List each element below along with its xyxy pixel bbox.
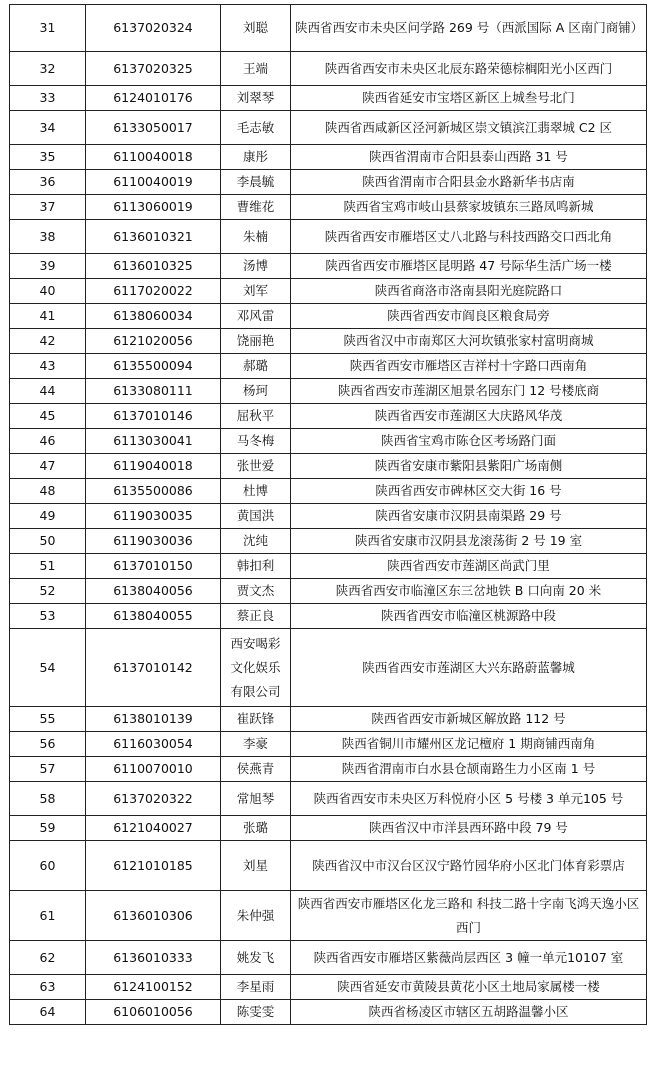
address-cell: 陕西省西安市莲湖区尚武门里 xyxy=(291,554,647,579)
owner-name-cell: 王端 xyxy=(221,52,291,86)
address-cell: 陕西省西安市莲湖区大庆路风华茂 xyxy=(291,404,647,429)
address-cell: 陕西省汉中市洋县西环路中段 79 号 xyxy=(291,816,647,841)
owner-name-cell: 李晨毓 xyxy=(221,170,291,195)
address-cell: 陕西省西安市雁塔区吉祥村十字路口西南角 xyxy=(291,354,647,379)
address-cell: 陕西省西安市莲湖区大兴东路蔚蓝馨城 xyxy=(291,629,647,707)
station-code-cell: 6138010139 xyxy=(86,707,221,732)
station-code-cell: 6119040018 xyxy=(86,454,221,479)
station-code-cell: 6136010306 xyxy=(86,891,221,941)
station-code-cell: 6110070010 xyxy=(86,757,221,782)
table-row xyxy=(10,220,647,254)
row-number-cell: 49 xyxy=(10,504,86,529)
station-code-cell: 6116030054 xyxy=(86,732,221,757)
row-number-cell: 45 xyxy=(10,404,86,429)
owner-name-cell: 刘星 xyxy=(221,841,291,891)
table-row xyxy=(10,891,647,941)
owner-name-cell: 黄国洪 xyxy=(221,504,291,529)
row-number-cell: 50 xyxy=(10,529,86,554)
row-number-cell: 40 xyxy=(10,279,86,304)
station-code-cell: 6117020022 xyxy=(86,279,221,304)
owner-name-cell: 刘翠琴 xyxy=(221,86,291,111)
address-cell: 陕西省西安市雁塔区紫薇尚层西区 3 幢一单元10107 室 xyxy=(291,941,647,975)
row-number-cell: 57 xyxy=(10,757,86,782)
address-cell: 陕西省延安市黄陵县黄花小区土地局家属楼一楼 xyxy=(291,975,647,1000)
table-row xyxy=(10,941,647,975)
station-code-cell: 6135500086 xyxy=(86,479,221,504)
row-number-cell: 52 xyxy=(10,579,86,604)
table-row xyxy=(10,354,647,379)
table-row xyxy=(10,479,647,504)
owner-name-cell: 刘聪 xyxy=(221,5,291,52)
row-number-cell: 41 xyxy=(10,304,86,329)
station-code-cell: 6119030036 xyxy=(86,529,221,554)
station-code-cell: 6121020056 xyxy=(86,329,221,354)
address-cell: 陕西省西安市临潼区东三岔地铁 B 口向南 20 米 xyxy=(291,579,647,604)
row-number-cell: 37 xyxy=(10,195,86,220)
table-row xyxy=(10,111,647,145)
owner-name-cell: 贾文杰 xyxy=(221,579,291,604)
station-code-cell: 6137010146 xyxy=(86,404,221,429)
row-number-cell: 59 xyxy=(10,816,86,841)
address-cell: 陕西省西安市雁塔区丈八北路与科技西路交口西北角 xyxy=(291,220,647,254)
station-code-cell: 6135500094 xyxy=(86,354,221,379)
owner-name-cell: 汤博 xyxy=(221,254,291,279)
station-code-cell: 6138060034 xyxy=(86,304,221,329)
owner-name-cell: 曹维花 xyxy=(221,195,291,220)
row-number-cell: 34 xyxy=(10,111,86,145)
owner-name-cell: 邓风雷 xyxy=(221,304,291,329)
station-code-cell: 6124010176 xyxy=(86,86,221,111)
address-cell: 陕西省宝鸡市陈仓区考场路门面 xyxy=(291,429,647,454)
station-code-cell: 6121040027 xyxy=(86,816,221,841)
address-cell: 陕西省西安市莲湖区旭景名园东门 12 号楼底商 xyxy=(291,379,647,404)
row-number-cell: 55 xyxy=(10,707,86,732)
owner-name-cell: 康彤 xyxy=(221,145,291,170)
table-row xyxy=(10,145,647,170)
table-row xyxy=(10,504,647,529)
address-cell: 陕西省渭南市白水县仓颉南路生力小区南 1 号 xyxy=(291,757,647,782)
row-number-cell: 46 xyxy=(10,429,86,454)
table-row xyxy=(10,379,647,404)
table-row xyxy=(10,86,647,111)
table-row xyxy=(10,579,647,604)
row-number-cell: 36 xyxy=(10,170,86,195)
owner-name-cell: 刘军 xyxy=(221,279,291,304)
address-cell: 陕西省西安市雁塔区化龙三路和 科技二路十字南飞鸿天逸小区西门 xyxy=(291,891,647,941)
address-cell: 陕西省安康市汉阴县龙滚荡街 2 号 19 室 xyxy=(291,529,647,554)
station-code-cell: 6138040055 xyxy=(86,604,221,629)
station-code-cell: 6136010321 xyxy=(86,220,221,254)
address-cell: 陕西省西安市未央区北辰东路荣德棕榈阳光小区西门 xyxy=(291,52,647,86)
row-number-cell: 62 xyxy=(10,941,86,975)
row-number-cell: 64 xyxy=(10,1000,86,1025)
row-number-cell: 31 xyxy=(10,5,86,52)
owner-name-cell: 李星雨 xyxy=(221,975,291,1000)
address-cell: 陕西省汉中市南郑区大河坎镇张家村富明商城 xyxy=(291,329,647,354)
owner-name-cell: 饶丽艳 xyxy=(221,329,291,354)
outlet-table xyxy=(9,4,647,1025)
owner-name-cell: 韩扣利 xyxy=(221,554,291,579)
table-row xyxy=(10,782,647,816)
address-cell: 陕西省西安市临潼区桃源路中段 xyxy=(291,604,647,629)
row-number-cell: 48 xyxy=(10,479,86,504)
address-cell: 陕西省西安市阎良区粮食局旁 xyxy=(291,304,647,329)
table-row xyxy=(10,304,647,329)
owner-name-cell: 张世爱 xyxy=(221,454,291,479)
table-row xyxy=(10,429,647,454)
owner-name-cell: 屈秋平 xyxy=(221,404,291,429)
table-body xyxy=(10,5,647,1025)
table-row xyxy=(10,757,647,782)
owner-name-cell: 毛志敏 xyxy=(221,111,291,145)
row-number-cell: 35 xyxy=(10,145,86,170)
row-number-cell: 51 xyxy=(10,554,86,579)
table-row xyxy=(10,170,647,195)
table-row xyxy=(10,529,647,554)
station-code-cell: 6121010185 xyxy=(86,841,221,891)
owner-name-cell: 朱仲强 xyxy=(221,891,291,941)
row-number-cell: 32 xyxy=(10,52,86,86)
station-code-cell: 6138040056 xyxy=(86,579,221,604)
row-number-cell: 60 xyxy=(10,841,86,891)
station-code-cell: 6136010333 xyxy=(86,941,221,975)
owner-name-cell: 郝璐 xyxy=(221,354,291,379)
row-number-cell: 44 xyxy=(10,379,86,404)
station-code-cell: 6137020325 xyxy=(86,52,221,86)
address-cell: 陕西省西安市未央区万科悦府小区 5 号楼 3 单元105 号 xyxy=(291,782,647,816)
station-code-cell: 6137020324 xyxy=(86,5,221,52)
table-row xyxy=(10,52,647,86)
table-row xyxy=(10,254,647,279)
station-code-cell: 6110040018 xyxy=(86,145,221,170)
address-cell: 陕西省铜川市耀州区龙记檀府 1 期商铺西南角 xyxy=(291,732,647,757)
row-number-cell: 38 xyxy=(10,220,86,254)
station-code-cell: 6136010325 xyxy=(86,254,221,279)
row-number-cell: 54 xyxy=(10,629,86,707)
table-row xyxy=(10,707,647,732)
row-number-cell: 56 xyxy=(10,732,86,757)
row-number-cell: 43 xyxy=(10,354,86,379)
table-row xyxy=(10,5,647,52)
address-cell: 陕西省西咸新区泾河新城区崇文镇滨江翡翠城 C2 区 xyxy=(291,111,647,145)
table-row xyxy=(10,604,647,629)
address-cell: 陕西省西安市新城区解放路 112 号 xyxy=(291,707,647,732)
table-row xyxy=(10,329,647,354)
station-code-cell: 6106010056 xyxy=(86,1000,221,1025)
owner-name-cell: 崔跃锋 xyxy=(221,707,291,732)
owner-name-cell: 朱楠 xyxy=(221,220,291,254)
owner-name-cell: 李豪 xyxy=(221,732,291,757)
station-code-cell: 6113030041 xyxy=(86,429,221,454)
row-number-cell: 63 xyxy=(10,975,86,1000)
owner-name-cell: 杜博 xyxy=(221,479,291,504)
station-code-cell: 6133080111 xyxy=(86,379,221,404)
address-cell: 陕西省安康市汉阴县南渠路 29 号 xyxy=(291,504,647,529)
row-number-cell: 53 xyxy=(10,604,86,629)
owner-name-cell: 杨珂 xyxy=(221,379,291,404)
owner-name-cell: 西安喝彩文化娱乐有限公司 xyxy=(221,629,291,707)
owner-name-cell: 侯燕青 xyxy=(221,757,291,782)
table-row xyxy=(10,279,647,304)
address-cell: 陕西省西安市未央区问学路 269 号（西派国际 A 区南门商铺） xyxy=(291,5,647,52)
address-cell: 陕西省西安市雁塔区昆明路 47 号际华生活广场一楼 xyxy=(291,254,647,279)
station-code-cell: 6124100152 xyxy=(86,975,221,1000)
address-cell: 陕西省渭南市合阳县金水路新华书店南 xyxy=(291,170,647,195)
station-code-cell: 6110040019 xyxy=(86,170,221,195)
row-number-cell: 61 xyxy=(10,891,86,941)
row-number-cell: 39 xyxy=(10,254,86,279)
station-code-cell: 6119030035 xyxy=(86,504,221,529)
row-number-cell: 33 xyxy=(10,86,86,111)
owner-name-cell: 蔡正良 xyxy=(221,604,291,629)
table-row xyxy=(10,816,647,841)
table-row xyxy=(10,629,647,707)
address-cell: 陕西省延安市宝塔区新区上城叁号北门 xyxy=(291,86,647,111)
owner-name-cell: 沈纯 xyxy=(221,529,291,554)
table-row xyxy=(10,975,647,1000)
station-code-cell: 6137010142 xyxy=(86,629,221,707)
table-row xyxy=(10,841,647,891)
table-row xyxy=(10,1000,647,1025)
address-cell: 陕西省安康市紫阳县紫阳广场南侧 xyxy=(291,454,647,479)
station-code-cell: 6133050017 xyxy=(86,111,221,145)
owner-name-cell: 常旭琴 xyxy=(221,782,291,816)
table-row xyxy=(10,404,647,429)
table-row xyxy=(10,195,647,220)
owner-name-cell: 张璐 xyxy=(221,816,291,841)
station-code-cell: 6137020322 xyxy=(86,782,221,816)
table-row xyxy=(10,454,647,479)
table-row xyxy=(10,732,647,757)
owner-name-cell: 姚发飞 xyxy=(221,941,291,975)
address-cell: 陕西省渭南市合阳县泰山西路 31 号 xyxy=(291,145,647,170)
row-number-cell: 47 xyxy=(10,454,86,479)
address-cell: 陕西省西安市碑林区交大街 16 号 xyxy=(291,479,647,504)
table-row xyxy=(10,554,647,579)
owner-name-cell: 马冬梅 xyxy=(221,429,291,454)
address-cell: 陕西省商洛市洛南县阳光庭院路口 xyxy=(291,279,647,304)
address-cell: 陕西省杨凌区市辖区五胡路温馨小区 xyxy=(291,1000,647,1025)
owner-name-cell: 陈雯雯 xyxy=(221,1000,291,1025)
address-cell: 陕西省宝鸡市岐山县蔡家坡镇东三路凤鸣新城 xyxy=(291,195,647,220)
address-cell: 陕西省汉中市汉台区汉宁路竹园华府小区北门体育彩票店 xyxy=(291,841,647,891)
row-number-cell: 42 xyxy=(10,329,86,354)
station-code-cell: 6113060019 xyxy=(86,195,221,220)
row-number-cell: 58 xyxy=(10,782,86,816)
station-code-cell: 6137010150 xyxy=(86,554,221,579)
